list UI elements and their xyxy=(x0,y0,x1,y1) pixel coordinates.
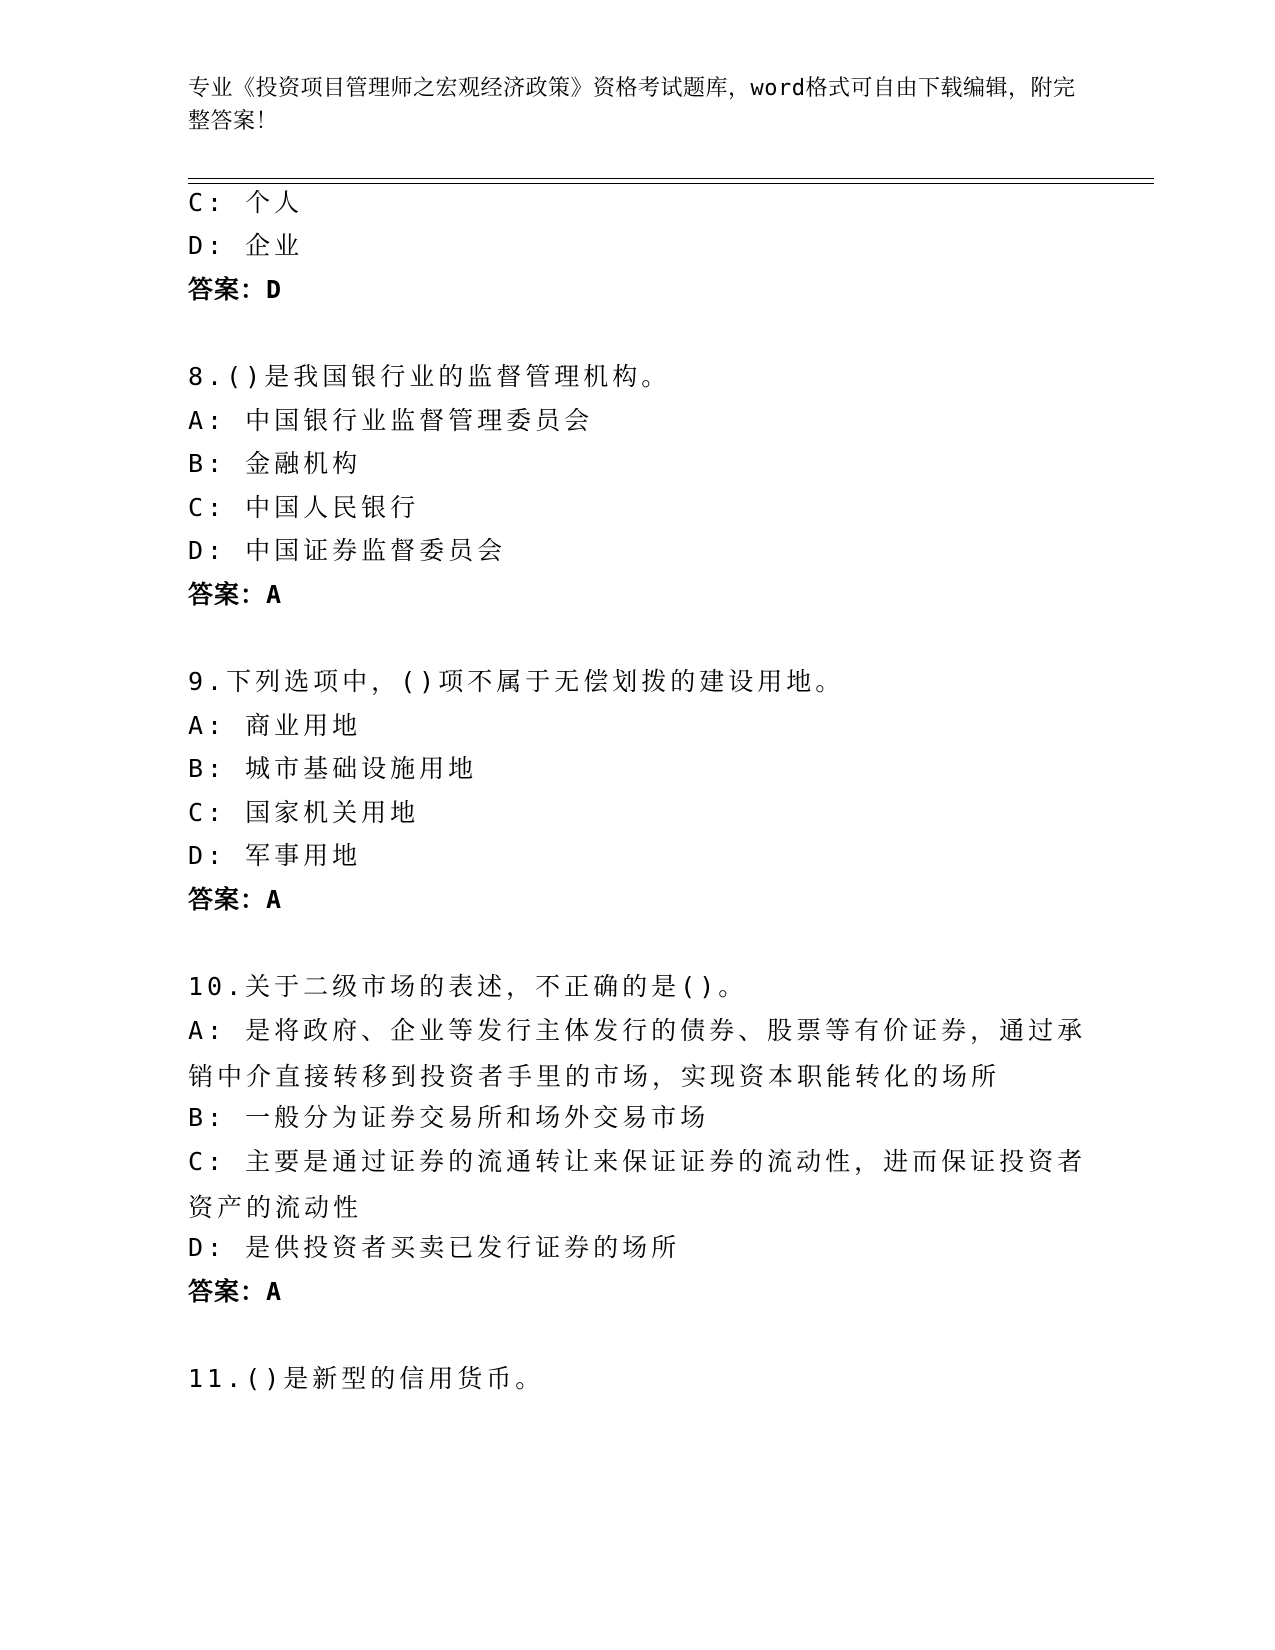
q8-option-d: D: 中国证券监督委员会 xyxy=(188,536,507,565)
q10-answer: 答案：A xyxy=(188,1277,283,1306)
q9-answer: 答案：A xyxy=(188,885,283,914)
prev-answer: 答案：D xyxy=(188,275,283,304)
q9-stem: 9.下列选项中，()项不属于无偿划拨的建设用地。 xyxy=(188,667,845,696)
q9-option-c: C: 国家机关用地 xyxy=(188,798,420,827)
q8-option-c: C: 中国人民银行 xyxy=(188,493,420,522)
q9-option-d: D: 军事用地 xyxy=(188,841,362,870)
q8-option-b: B: 金融机构 xyxy=(188,449,362,478)
q8-stem: 8.()是我国银行业的监督管理机构。 xyxy=(188,362,671,391)
header-divider-bottom xyxy=(188,183,1154,184)
q10-option-c: C: 主要是通过证券的流通转让来保证证券的流动性，进而保证投资者资产的流动性 xyxy=(188,1147,1087,1222)
header-divider-top xyxy=(188,178,1154,179)
q10-option-b: B: 一般分为证券交易所和场外交易市场 xyxy=(188,1103,710,1132)
prev-option-c: C: 个人 xyxy=(188,188,304,217)
q11-stem: 11.()是新型的信用货币。 xyxy=(188,1364,545,1393)
q10-option-a: A: 是将政府、企业等发行主体发行的债券、股票等有价证券，通过承销中介直接转移到投资者手里的市场，实现资本职能转化的场所 xyxy=(188,1016,1087,1091)
q8-option-a: A: 中国银行业监督管理委员会 xyxy=(188,406,594,435)
prev-option-d: D: 企业 xyxy=(188,231,304,260)
q10-option-d: D: 是供投资者买卖已发行证券的场所 xyxy=(188,1233,681,1262)
q9-option-b: B: 城市基础设施用地 xyxy=(188,754,478,783)
q8-answer: 答案：A xyxy=(188,580,283,609)
q10-stem: 10.关于二级市场的表述，不正确的是()。 xyxy=(188,972,748,1001)
q9-option-a: A: 商业用地 xyxy=(188,711,362,740)
document-header: 专业《投资项目管理师之宏观经济政策》资格考试题库，word格式可自由下载编辑，附完整答案！ xyxy=(188,76,1076,134)
